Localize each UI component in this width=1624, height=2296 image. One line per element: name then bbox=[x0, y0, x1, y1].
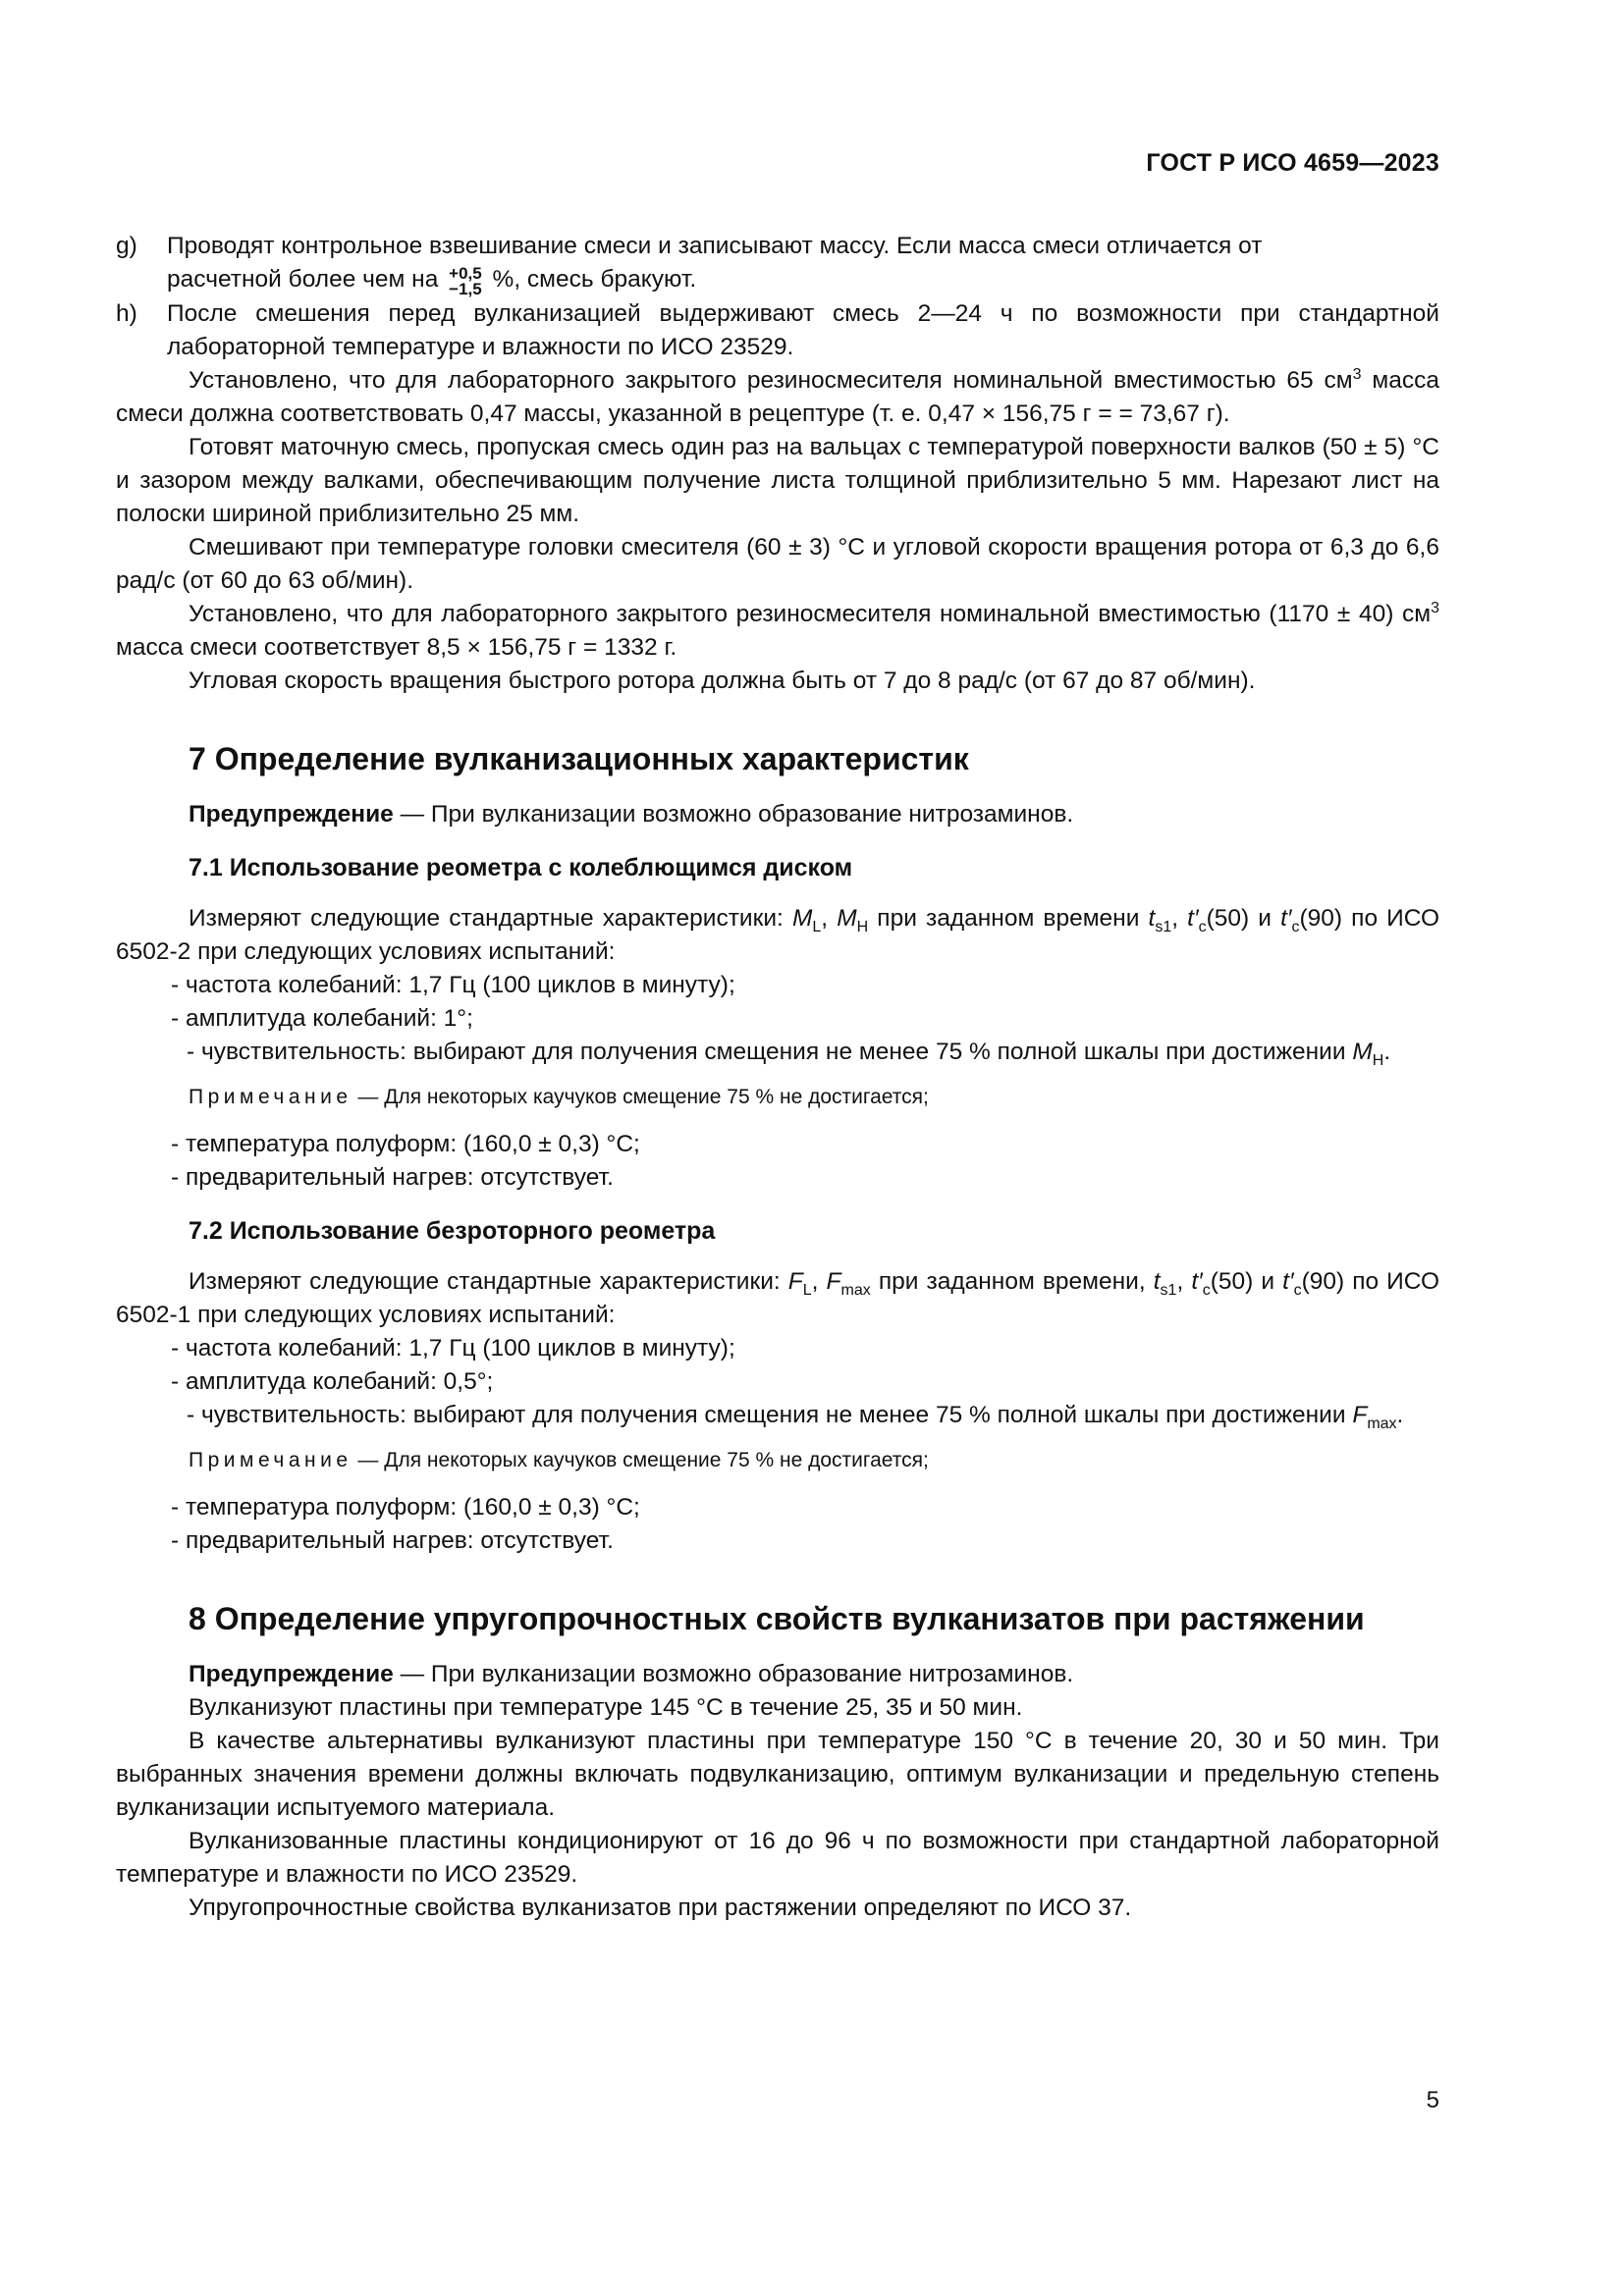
list-label-g: g) bbox=[116, 233, 137, 259]
section-7-1-bullet-preheat: - предварительный нагрев: отсутствует. bbox=[171, 1164, 614, 1191]
section-7-2-bullet-preheat: - предварительный нагрев: отсутствует. bbox=[171, 1527, 614, 1554]
section-8-paragraph-1: Вулканизуют пластины при температуре 145 °С в течение 25, 35 и 50 мин. bbox=[189, 1694, 1023, 1721]
section-7-1-bullet-frequency: - частота колебаний: 1,7 Гц (100 циклов в минуту); bbox=[171, 972, 735, 998]
text-run: , bbox=[821, 905, 838, 932]
subscript: c bbox=[1291, 918, 1300, 935]
section-7-2-bullet-temperature: - температура полуформ: (160,0 ± 0,3) °С; bbox=[171, 1494, 640, 1521]
symbol: F bbox=[787, 1268, 803, 1295]
text-run: масса смеси соответствует 8,5 × 156,75 г = 1332 г. bbox=[116, 634, 677, 661]
symbol: t′ bbox=[1282, 1268, 1294, 1295]
section-7-2-note bbox=[189, 1446, 1439, 1475]
subscript: s1 bbox=[1160, 1281, 1177, 1299]
section-7-1-heading: 7.1 Использование реометра с колеблющимся диском bbox=[189, 854, 853, 881]
warning-label: Предупреждение bbox=[189, 801, 394, 828]
tolerance-lower: −1,5 bbox=[449, 280, 482, 298]
section-7-2-bullet-amplitude: - амплитуда колебаний: 0,5°; bbox=[171, 1368, 494, 1395]
subscript: c bbox=[1198, 918, 1207, 935]
paragraph-masterbatch: Готовят маточную смесь, пропуская смесь один раз на вальцах с температурой поверхности валков (50 ± 5) °С и зазором между валками, обеспечивающим получение листа толщиной приблизительно 5 мм. Нарезают лист на полоски шириной приблизительно 25 мм. bbox=[116, 434, 1439, 527]
text-run: (90) по ИСО 6502-2 при следующих условиях испытаний: bbox=[116, 905, 1440, 965]
section-8-heading: 8 Определение упругопрочностных свойств вулканизатов при растяжении bbox=[189, 1601, 1365, 1636]
note-text: — Для некоторых каучуков смещение 75 % не достигается; bbox=[352, 1086, 929, 1108]
symbol: M bbox=[837, 905, 857, 932]
section-7-1-bullet-amplitude: - амплитуда колебаний: 1°; bbox=[171, 1005, 473, 1032]
section-7-2-bullet-sensitivity bbox=[116, 1399, 1439, 1432]
list-item-g bbox=[116, 230, 1439, 297]
section-7-1-intro bbox=[116, 902, 1439, 969]
text-run: - чувствительность: выбирают для получения смещения не менее 75 % полной шкалы при достижении bbox=[187, 1039, 1353, 1065]
section-8-paragraph-3: Вулканизованные пластины кондиционируют от 16 до 96 ч по возможности при стандартной лабораторной температуре и влажности по ИСО 23529. bbox=[116, 1828, 1439, 1888]
text-run: . bbox=[1383, 1039, 1391, 1065]
note-text: — Для некоторых каучуков смещение 75 % не достигается; bbox=[352, 1449, 929, 1471]
symbol: t′ bbox=[1280, 905, 1292, 932]
note-label: Примечание bbox=[189, 1086, 352, 1108]
text-run: Установлено, что для лабораторного закрытого резиносмесителя номинальной вместимостью (1170 ± 40) см bbox=[189, 601, 1432, 627]
superscript: 3 bbox=[1352, 365, 1362, 383]
symbol: t′ bbox=[1187, 905, 1199, 932]
paragraph-mixing-temp: Смешивают при температуре головки смесителя (60 ± 3) °С и угловой скорости вращения ротора от 6,3 до 6,6 рад/с (от 60 до 63 об/мин). bbox=[116, 534, 1439, 594]
text-run: (50) и bbox=[1206, 905, 1281, 932]
text-run: , bbox=[1171, 905, 1188, 932]
symbol: M bbox=[791, 905, 813, 932]
symbol: F bbox=[1352, 1402, 1368, 1428]
subscript: H bbox=[856, 918, 869, 935]
item-g-line2a: расчетной более чем на bbox=[167, 266, 439, 293]
section-7-1-bullet-sensitivity bbox=[116, 1036, 1439, 1069]
section-7-2-heading: 7.2 Использование безроторного реометра bbox=[189, 1217, 716, 1245]
subscript: L bbox=[812, 918, 822, 935]
text-run: масса смеси должна соответствовать 0,47 массы, указанной в рецептуре (т. е. 0,47 × 156,75 г = = 73,67 г). bbox=[116, 367, 1439, 427]
text-run: Измеряют следующие стандартные характеристики: bbox=[189, 1268, 788, 1295]
section-7-1-note bbox=[189, 1083, 1439, 1112]
text-run: (90) по ИСО 6502-1 при следующих условиях испытаний: bbox=[116, 1268, 1440, 1328]
subscript: L bbox=[802, 1281, 812, 1299]
subscript: max bbox=[1367, 1415, 1397, 1432]
item-g-line2b: %, смесь бракуют. bbox=[492, 266, 697, 293]
section-7-1-bullet-temperature: - температура полуформ: (160,0 ± 0,3) °С; bbox=[171, 1131, 640, 1157]
symbol: t bbox=[1153, 1268, 1161, 1295]
warning-text: — При вулканизации возможно образование нитрозаминов. bbox=[393, 801, 1074, 828]
paragraph-rotor-speed: Угловая скорость вращения быстрого ротора должна быть от 7 до 8 рад/с (от 67 до 87 об/мин). bbox=[189, 667, 1256, 694]
section-8-paragraph-2: В качестве альтернативы вулканизуют пластины при температуре 150 °С в течение 20, 30 и 50 мин. Три выбранных значения времени должны включать подвулканизацию, оптимум вулканизации и предельную степень вулканизации испытуемого материала. bbox=[116, 1728, 1439, 1821]
item-g-line1: Проводят контрольное взвешивание смеси и записывают массу. Если масса смеси отличается от bbox=[167, 233, 1263, 259]
list-label-h: h) bbox=[116, 300, 137, 327]
note-label: Примечание bbox=[189, 1449, 352, 1471]
text-run: Установлено, что для лабораторного закрытого резиносмесителя номинальной вместимостью 65 см bbox=[189, 367, 1353, 394]
text-run: - чувствительность: выбирают для получения смещения не менее 75 % полной шкалы при достижении bbox=[187, 1402, 1353, 1428]
tolerance-upper: +0,5 bbox=[449, 264, 482, 283]
subscript: c bbox=[1202, 1281, 1211, 1299]
text-run: . bbox=[1396, 1402, 1404, 1428]
warning-label: Предупреждение bbox=[189, 1661, 394, 1687]
section-7-2-intro bbox=[116, 1265, 1439, 1332]
document-header: ГОСТ Р ИСО 4659—2023 bbox=[1146, 149, 1439, 177]
section-8-warning bbox=[116, 1658, 1439, 1691]
warning-text: — При вулканизации возможно образование нитрозаминов. bbox=[393, 1661, 1074, 1687]
text-run: Измеряют следующие стандартные характеристики: bbox=[189, 905, 792, 932]
section-8-paragraph-4: Упругопрочностные свойства вулканизатов при растяжении определяют по ИСО 37. bbox=[189, 1895, 1132, 1921]
section-7-heading: 7 Определение вулканизационных характеристик bbox=[189, 741, 969, 776]
list-item-h bbox=[116, 297, 1439, 364]
symbol: t′ bbox=[1191, 1268, 1203, 1295]
superscript: 3 bbox=[1431, 599, 1439, 616]
symbol: F bbox=[826, 1268, 841, 1295]
page-number: 5 bbox=[1426, 2087, 1439, 2113]
symbol: M bbox=[1352, 1039, 1373, 1065]
subscript: s1 bbox=[1155, 918, 1172, 935]
item-h-text: После смешения перед вулканизацией выдерживают смесь 2—24 ч по возможности при стандартной лабораторной температуре и влажности по ИСО 23529. bbox=[167, 300, 1439, 360]
tolerance-stack bbox=[449, 266, 482, 297]
document-body bbox=[116, 230, 1439, 1925]
subscript: H bbox=[1372, 1051, 1384, 1069]
paragraph-capacity-65 bbox=[116, 364, 1439, 431]
paragraph-capacity-1170 bbox=[116, 598, 1439, 665]
text-run: при заданном времени bbox=[868, 905, 1149, 932]
subscript: c bbox=[1293, 1281, 1302, 1299]
text-run: при заданном времени, bbox=[870, 1268, 1154, 1295]
text-run: , bbox=[811, 1268, 827, 1295]
symbol: t bbox=[1148, 905, 1156, 932]
text-run: , bbox=[1176, 1268, 1192, 1295]
subscript: max bbox=[840, 1281, 871, 1299]
section-7-warning bbox=[116, 798, 1439, 831]
text-run: (50) и bbox=[1210, 1268, 1283, 1295]
section-7-2-bullet-frequency: - частота колебаний: 1,7 Гц (100 циклов в минуту); bbox=[171, 1335, 735, 1362]
